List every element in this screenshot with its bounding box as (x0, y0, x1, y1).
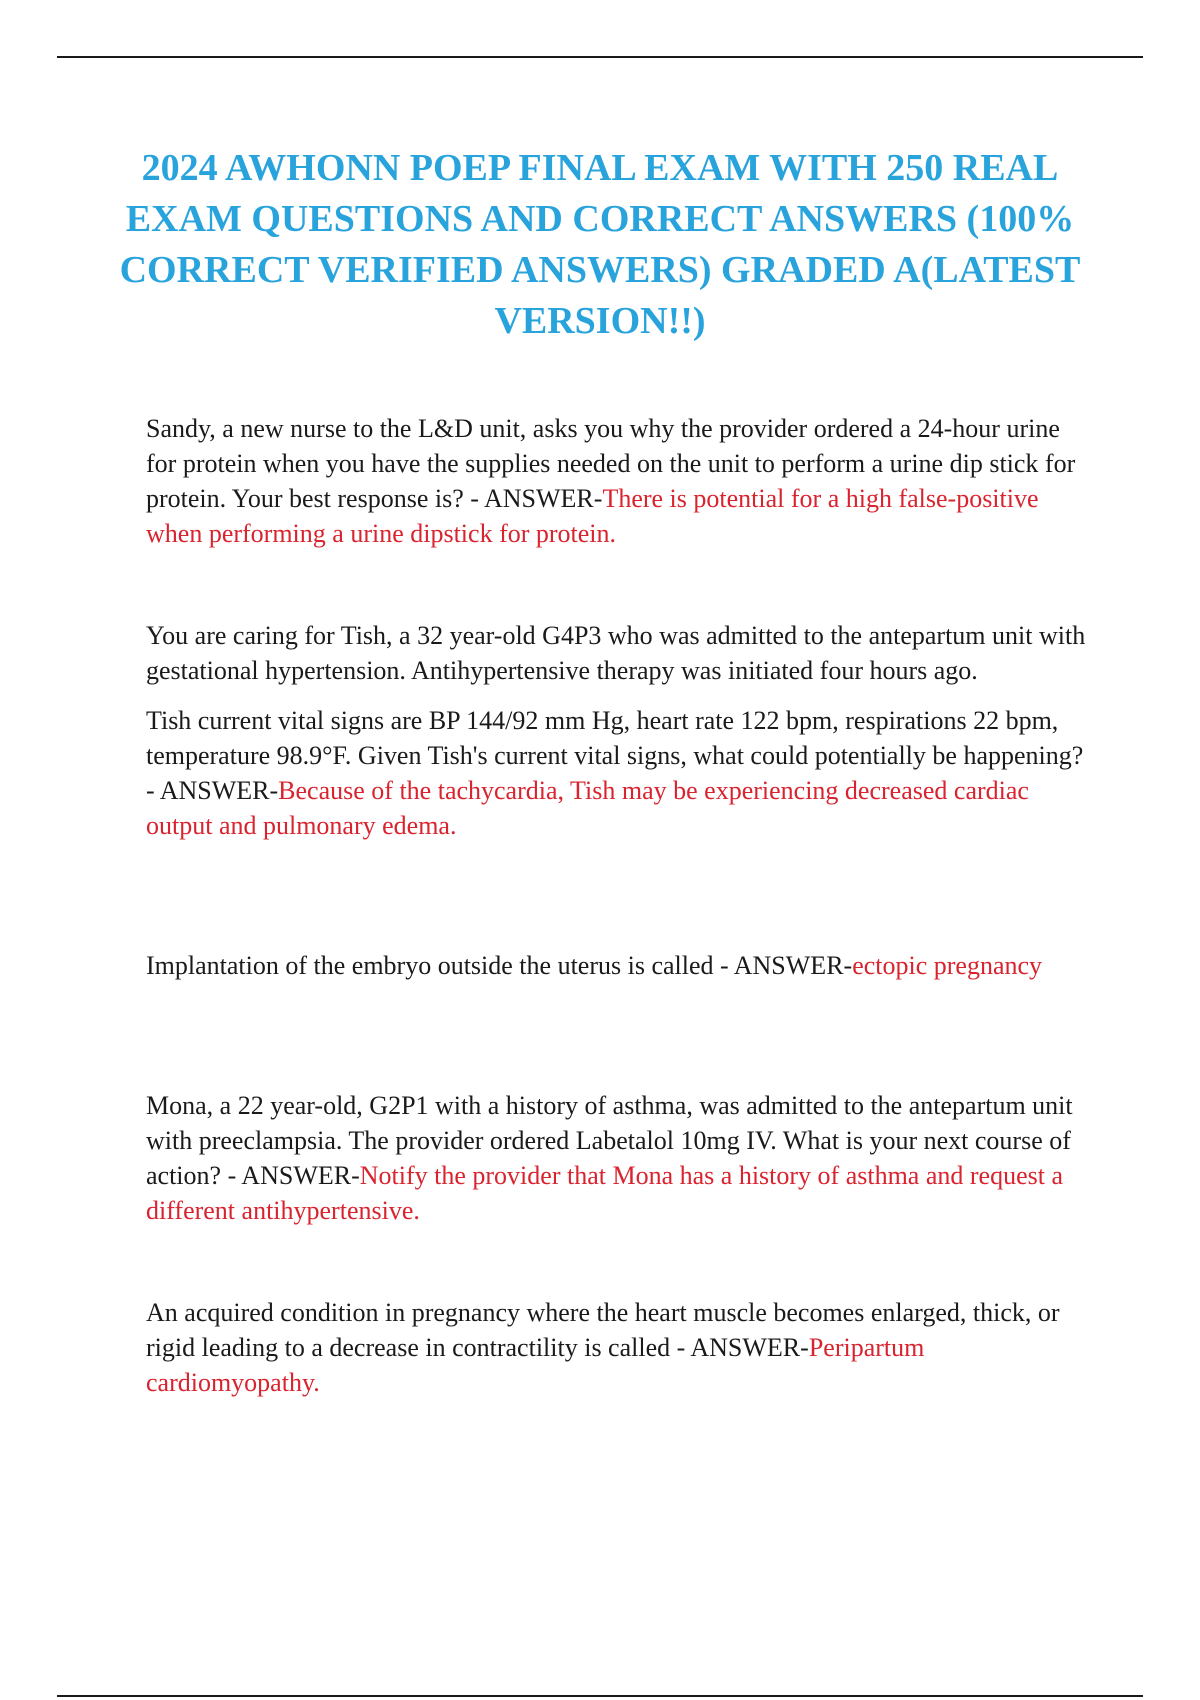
answer-text: There is potential for a high false-positive when performing a urine dipstick for protein. (146, 484, 1039, 548)
qa-item (146, 618, 1096, 843)
question-text: Sandy, a new nurse to the L&D unit, asks you why the provider ordered a 24-hour urine for protein when you have the supplies needed on the unit to perform a urine dip stick for protein. Your best response is? (146, 414, 1076, 513)
answer-marker: - ANSWER- (713, 951, 853, 980)
answer-marker: - ANSWER- (221, 1161, 360, 1190)
question-text: Mona, a 22 year-old, G2P1 with a history of asthma, was admitted to the antepartum unit with preeclampsia. The provider ordered Labetalol 10mg IV. What is your next course of action? (146, 1091, 1073, 1190)
top-rule (57, 56, 1143, 58)
qa-paragraph (146, 1088, 1096, 1228)
question-intro: You are caring for Tish, a 32 year-old G4P3 who was admitted to the antepartum unit with gestational hypertension. Antihypertensive therapy was initiated four hours ago. (146, 621, 1086, 685)
qa-item (146, 1088, 1096, 1228)
answer-text: Notify the provider that Mona has a history of asthma and request a different antihypertensive. (146, 1161, 1064, 1225)
answer-text: Because of the tachycardia, Tish may be experiencing decreased cardiac output and pulmonary edema. (146, 776, 1029, 840)
qa-item (146, 411, 1096, 551)
qa-paragraph (146, 1295, 1096, 1400)
qa-paragraph (146, 703, 1096, 843)
bottom-rule (57, 1695, 1143, 1697)
document-title: 2024 AWHONN POEP FINAL EXAM WITH 250 REAL EXAM QUESTIONS AND CORRECT ANSWERS (100% CORRECT VERIFIED ANSWERS) GRADED A(LATEST VERSION!!) (119, 147, 1081, 342)
answer-text: ectopic pregnancy (852, 951, 1043, 980)
answer-marker: - ANSWER- (463, 484, 603, 513)
qa-item (146, 1295, 1096, 1400)
qa-paragraph (146, 948, 1096, 983)
qa-paragraph (146, 411, 1096, 551)
answer-marker: - ANSWER- (146, 776, 279, 805)
question-text: Tish current vital signs are BP 144/92 mm Hg, heart rate 122 bpm, respirations 22 bpm, temperature 98.9°F. Given Tish's current vital signs, what could potentially be happening? (146, 706, 1084, 770)
answer-text: Peripartum cardiomyopathy. (146, 1333, 925, 1397)
qa-item (146, 948, 1096, 983)
question-text: Implantation of the embryo outside the uterus is called (146, 951, 714, 980)
answer-marker: - ANSWER- (670, 1333, 809, 1362)
question-text: An acquired condition in pregnancy where the heart muscle becomes enlarged, thick, or rigid leading to a decrease in contractility is called (146, 1298, 1060, 1362)
